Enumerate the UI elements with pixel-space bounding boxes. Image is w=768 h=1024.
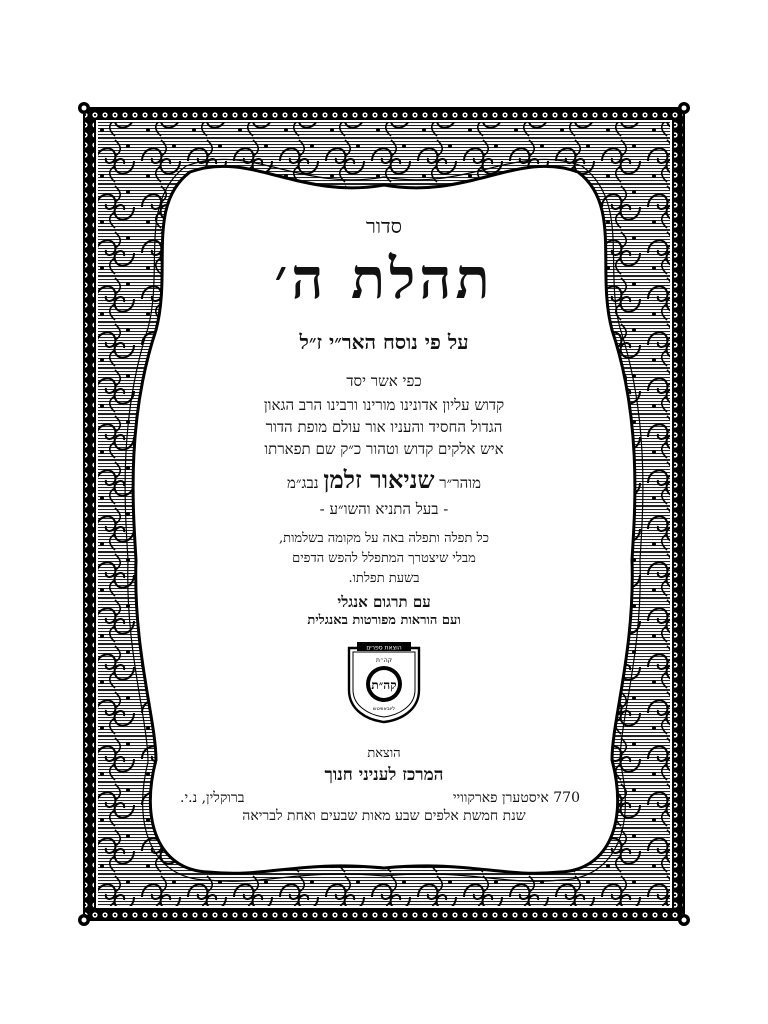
founder-intro: כפי אשר יסד bbox=[346, 372, 422, 390]
address-street: 770 איסטערן פארקוויי bbox=[452, 790, 580, 806]
kehot-logo bbox=[345, 640, 423, 724]
founder-line-1: קדוש עליון אדונינו מורינו ורבינו הרב הגאון bbox=[263, 396, 505, 414]
logo-top-text: הוצאת ספרים bbox=[366, 644, 402, 652]
founder-prefix: מוהר״ר bbox=[439, 474, 482, 492]
nusach-subtitle: על פי נוסח האר״י ז״ל bbox=[299, 330, 469, 354]
translation-line: עם תרגום אנגלי bbox=[337, 593, 431, 611]
year-line: שנת חמשת אלפים שבע מאות שבעים ואחת לבריאה bbox=[242, 808, 526, 824]
note-line-3: בשעת תפלתו. bbox=[348, 571, 420, 586]
address-city: ברוקלין, נ.י. bbox=[180, 790, 245, 806]
founder-name: שניאור זלמן bbox=[323, 465, 435, 494]
address-line bbox=[180, 790, 580, 807]
logo-ribbon-text: קה״ת bbox=[376, 657, 392, 664]
note-line-1: כל תפלה ותפלה באה על מקומה בשלמות, bbox=[279, 531, 489, 546]
note-line-2: מבלי שיצטרך המתפלל להפש הדפים bbox=[292, 551, 476, 566]
instructions-line: ועם הוראות מפורטות באנגלית bbox=[307, 613, 461, 628]
pretitle: סדור bbox=[366, 214, 402, 238]
founder-name-line bbox=[120, 465, 648, 495]
founder-suffix: נבג״מ bbox=[286, 474, 319, 492]
founder-line-2: הגדול החסיד והעניו אור עולם מופת הדור bbox=[265, 418, 503, 436]
logo-bottom-text: ליובאוויטש bbox=[372, 706, 396, 712]
founder-line-3: איש אלקים קדוש וטהור כ״ק שם תפארתו bbox=[264, 440, 504, 458]
main-title: תהלת ה׳ bbox=[274, 246, 494, 312]
founder-epithet: - בעל התניא והשו״ע - bbox=[319, 500, 449, 518]
logo-center-text: קה״ת bbox=[371, 678, 397, 692]
publisher-intro: הוצאת bbox=[367, 746, 401, 761]
publisher-name: המרכז לעניני חנוך bbox=[324, 765, 444, 785]
